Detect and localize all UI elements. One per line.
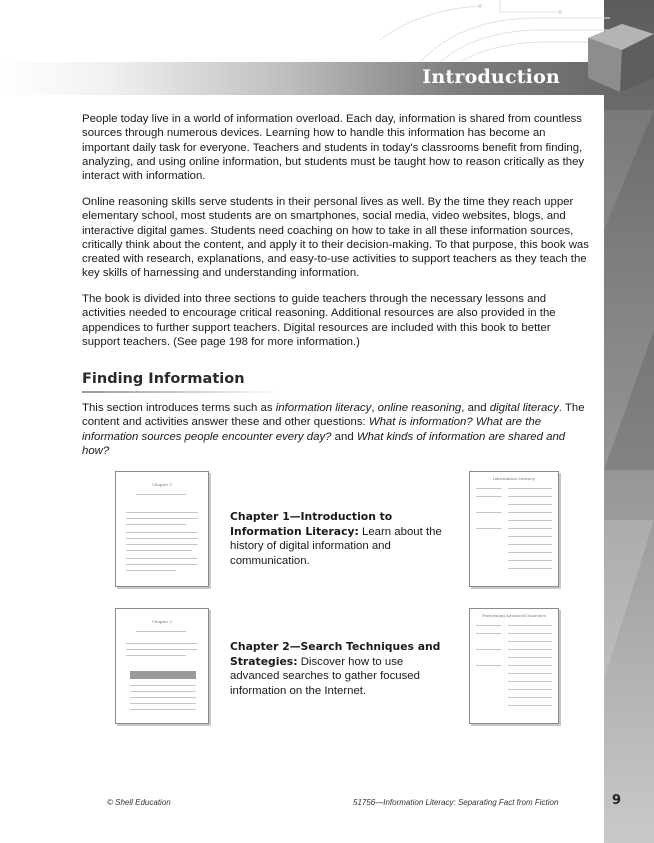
intro-paragraph-3: The book is divided into three sections to guide teachers through the necessary lessons and activities needed to encourage critical reasoning. Additional resources are also provided in the appendices to further support teachers. Digital resources are included with this book to better support teachers. (See page 198 for more information.) [82,293,556,348]
section-intro-paragraph: This section introduces terms such as information literacy, online reasoning, and digital literacy. The content and activities answer these and other questions: What is information? What are the information sources people encounter every day? and What kinds of information are shared and how? [82,402,585,457]
thumbnail-heading: Chapter 2 [151,619,173,624]
thumbnail-heading: Chapter 1 [151,482,173,487]
chapter-1-opener-thumbnail [115,471,209,587]
footer-publisher: © Shell Education [107,798,171,807]
chapter-2-description: Chapter 2—Search Techniques and Strategies: Discover how to use advanced searches to gather focused information on the Internet. [230,640,441,697]
intro-paragraph-2: Online reasoning skills serve students in their personal lives as well. By the time they reach upper elementary school, most students are on smartphones, social media, video websites, blogs, and interactive digital games. Students need coaching on how to take in all these information sources, critically think about the content, and apply it to their decision-making. To that purpose, this book was created with research, explanations, and easy-to-use activities to support teachers as they teach the key skills of harnessing and understanding information. [82,196,589,280]
chapter-1-activity-thumbnail [469,471,559,587]
section-heading: Finding Information [82,371,245,387]
thumbnail-heading: Performing Advanced Searches [482,613,546,618]
page-number: 9 [612,793,622,808]
section-heading-rule [82,391,282,393]
page-title: Introduction [422,66,560,88]
thumbnail-heading: Information Literacy [493,476,535,481]
chapter-2-opener-thumbnail [115,608,209,724]
circuit-decoration [360,0,610,62]
chapter-2-activity-thumbnail [469,608,559,724]
chapter-1-description: Chapter 1—Introduction to Information Literacy: Learn about the history of digital information and communication. [230,510,442,567]
footer-book-title: 51756—Information Literacy: Separating Fact from Fiction [353,798,559,807]
intro-paragraph-1: People today live in a world of information overload. Each day, information is shared from countless sources through numerous devices. Learning how to handle this information has become an important daily task for everyone. Teachers and students in today's classrooms benefit from finding, analyzing, and using online information, but students must be taught how to reason critically as they interact with information. [82,113,585,183]
